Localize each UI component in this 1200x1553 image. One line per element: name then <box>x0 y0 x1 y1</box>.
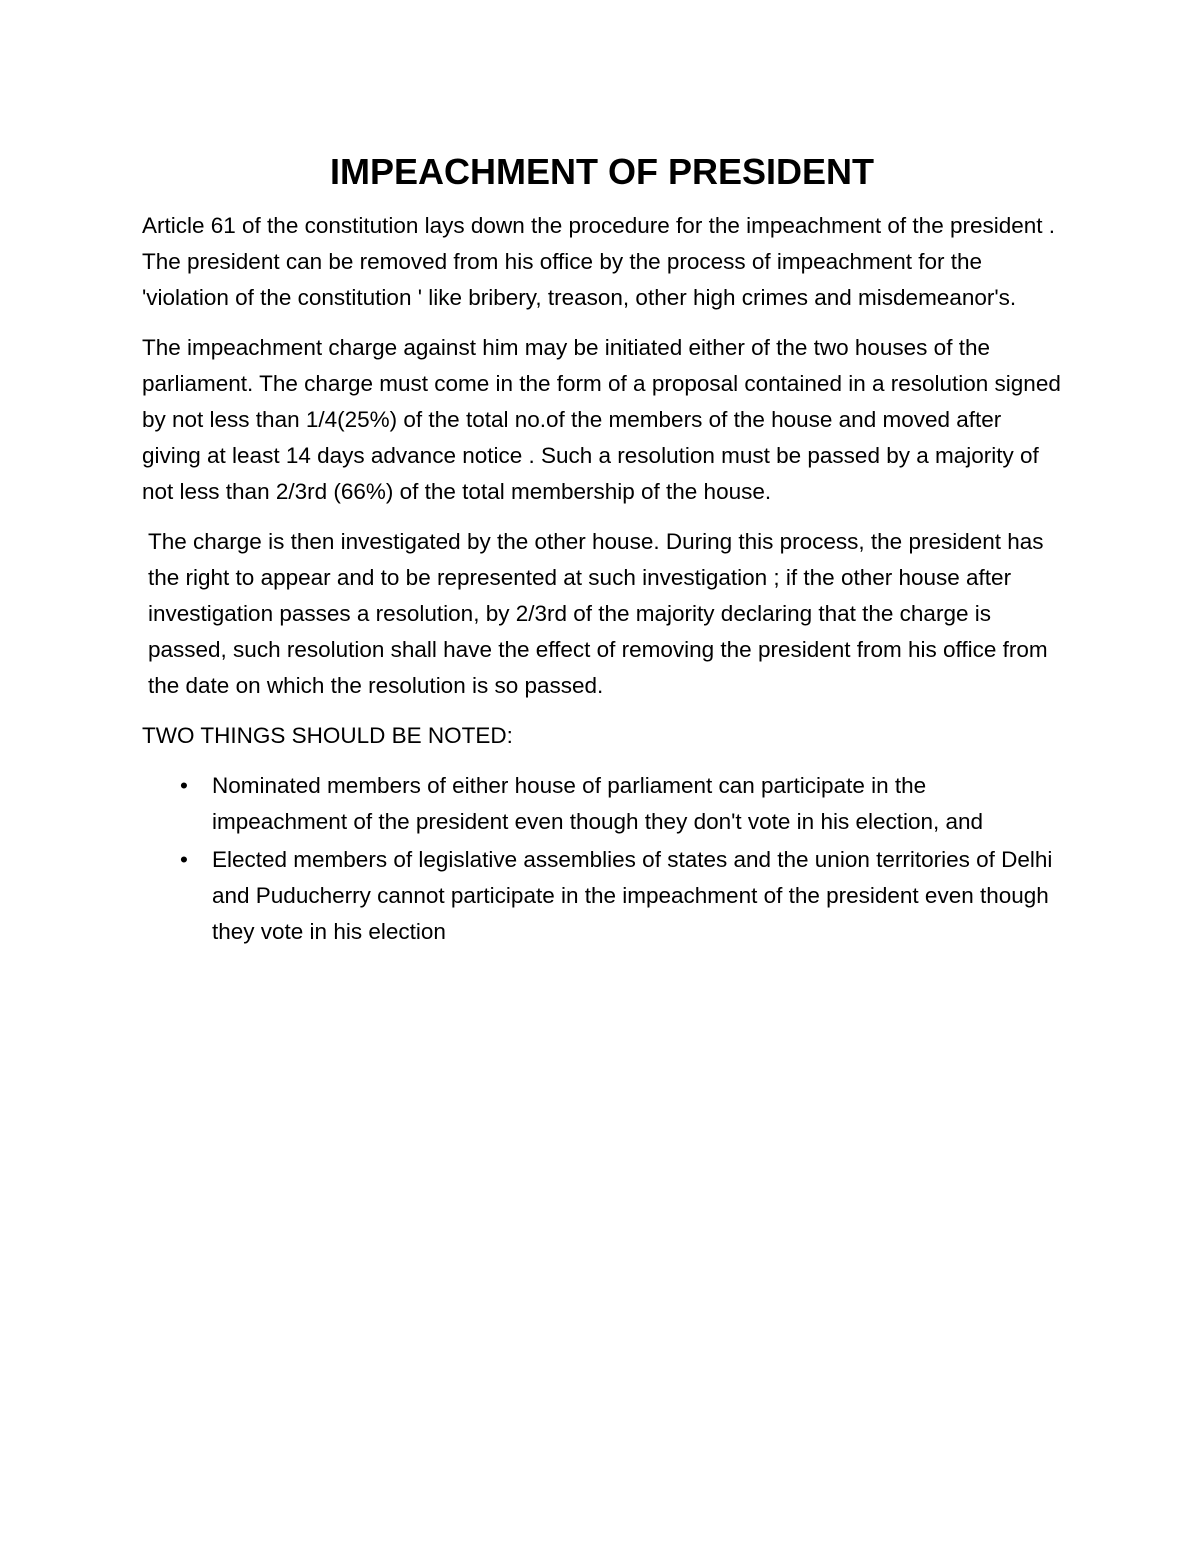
list-item <box>142 768 1062 840</box>
document-title: IMPEACHMENT OF PRESIDENT <box>329 151 875 192</box>
bullet-icon: • <box>180 773 188 798</box>
notes-heading: TWO THINGS SHOULD BE NOTED: <box>142 723 513 748</box>
paragraph-investigation: The charge is then investigated by the other house. During this process, the president has the right to appear and to be represented at such investigation ; if the other house after investigation passes a resolution, by 2/3rd of the majority declaring that the charge is passed, such resolution shall have the effect of removing the president from his office from the date on which the resolution is so passed. <box>148 529 1048 698</box>
paragraph-article-61: Article 61 of the constitution lays down the procedure for the impeachment of the president . The president can be removed from his office by the process of impeachment for the 'violation of the constitution ' like bribery, treason, other high crimes and misdemeanor's. <box>142 213 1056 310</box>
list-item-text: Elected members of legislative assemblies of states and the union territories of Delhi and Puducherry cannot participate in the impeachment of the president even though they vote in his election <box>212 847 1053 944</box>
document-body <box>142 150 1062 952</box>
notes-list <box>142 768 1062 950</box>
paragraph-impeachment-charge: The impeachment charge against him may be initiated either of the two houses of the parliament. The charge must come in the form of a proposal contained in a resolution signed by not less than 1/4(25%) of the total no.of the members of the house and moved after giving at least 14 days advance notice . Such a resolution must be passed by a majority of not less than 2/3rd (66%) of the total membership of the house. <box>142 335 1061 504</box>
list-item <box>142 842 1062 950</box>
bullet-icon: • <box>180 847 188 872</box>
list-item-text: Nominated members of either house of parliament can participate in the impeachment of the president even though they don't vote in his election, and <box>212 773 984 834</box>
